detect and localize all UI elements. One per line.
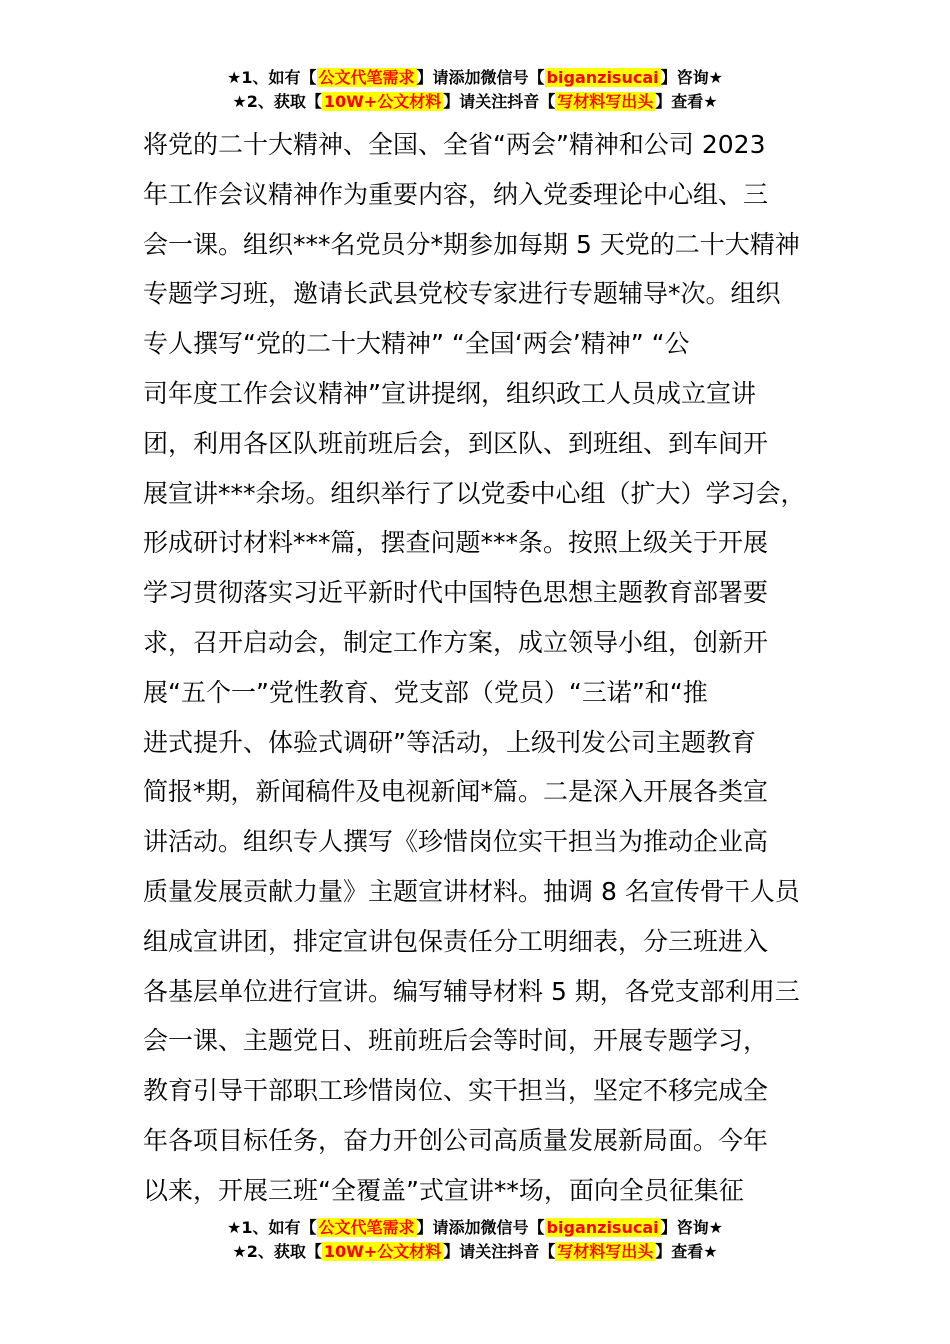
banner-highlight: 10W+公文材料 bbox=[323, 1242, 442, 1261]
banner-line-2 bbox=[0, 90, 950, 114]
banner-text: 】查看★ bbox=[655, 92, 718, 111]
body-line: 将党的二十大精神、全国、全省“两会”精神和公司 2023 bbox=[143, 130, 766, 159]
body-line: 年工作会议精神作为重要内容，纳入党委理论中心组、三 bbox=[143, 179, 769, 209]
body-line: 年各项目标任务，奋力开创公司高质量发展新局面。今年 bbox=[143, 1125, 769, 1155]
banner-highlight: 公文代笔需求 bbox=[318, 68, 415, 87]
body-line: 团，利用各区队班前班后会，到区队、到班组、到车间开 bbox=[143, 428, 769, 458]
banner-line-1 bbox=[0, 66, 950, 90]
body-line: 会一课、主题党日、班前班后会等时间，开展专题学习， bbox=[143, 1026, 769, 1056]
body-line: 司年度工作会议精神”宣讲提纲，组织政工人员成立宣讲 bbox=[143, 378, 756, 408]
banner-highlight: 公文代笔需求 bbox=[318, 1218, 415, 1237]
document-body bbox=[143, 120, 808, 1216]
body-line: 教育引导干部职工珍惜岗位、实干担当，坚定不移完成全 bbox=[143, 1076, 769, 1106]
banner-text: 】请关注抖音【 bbox=[443, 92, 556, 111]
banner-text: ★2、获取【 bbox=[232, 1242, 322, 1261]
banner-text: ★2、获取【 bbox=[232, 92, 322, 111]
banner-text: 】查看★ bbox=[655, 1242, 718, 1261]
body-line: 质量发展贡献力量》主题宣讲材料。抽调 8 名宣传骨干人员 bbox=[143, 876, 800, 906]
banner-highlight: 10W+公文材料 bbox=[323, 92, 442, 111]
banner-text: ★1、如有【 bbox=[227, 68, 317, 87]
douyin-account-highlight: 写材料写出头 bbox=[557, 1242, 654, 1261]
body-line: 讲活动。组织专人撰写《珍惜岗位实干担当为推动企业高 bbox=[143, 827, 769, 857]
body-line: 学习贯彻落实习近平新时代中国特色思想主题教育部署要 bbox=[143, 578, 769, 608]
footer-banner bbox=[0, 1216, 950, 1264]
banner-text: 】请添加微信号【 bbox=[416, 1218, 545, 1237]
header-banner bbox=[0, 66, 950, 114]
body-line: 展“五个一”党性教育、党支部（党员）“三诺”和“推 bbox=[143, 677, 708, 707]
banner-text: 】请关注抖音【 bbox=[443, 1242, 556, 1261]
body-line: 专题学习班，邀请长武县党校专家进行专题辅导*次。组织 bbox=[143, 279, 781, 309]
wechat-id-highlight: biganzisucai bbox=[546, 68, 659, 87]
body-line: 专人撰写“党的二十大精神” “全国‘两会’精神” “公 bbox=[143, 329, 690, 359]
body-line: 展宣讲***余场。组织举行了以党委中心组（扩大）学习会， bbox=[143, 478, 806, 508]
body-line: 进式提升、体验式调研”等活动，上级刊发公司主题教育 bbox=[143, 727, 756, 757]
banner-text: 】咨询★ bbox=[660, 68, 723, 87]
banner-text: 】咨询★ bbox=[660, 1218, 723, 1237]
banner-text: 】请添加微信号【 bbox=[416, 68, 545, 87]
body-line: 求，召开启动会，制定工作方案，成立领导小组，创新开 bbox=[143, 627, 769, 657]
body-line: 各基层单位进行宣讲。编写辅导材料 5 期，各党支部利用三 bbox=[143, 976, 800, 1006]
body-line: 形成研讨材料***篇，摆查问题***条。按照上级关于开展 bbox=[143, 528, 769, 558]
banner-line-1 bbox=[0, 1216, 950, 1240]
wechat-id-highlight: biganzisucai bbox=[546, 1218, 659, 1237]
body-line: 会一课。组织***名党员分*期参加每期 5 天党的二十大精神 bbox=[143, 229, 800, 259]
banner-line-2 bbox=[0, 1240, 950, 1264]
banner-text: ★1、如有【 bbox=[227, 1218, 317, 1237]
body-line: 以来，开展三班“全覆盖”式宣讲**场，面向全员征集征 bbox=[143, 1175, 744, 1205]
body-line: 组成宣讲团，排定宣讲包保责任分工明细表，分三班进入 bbox=[143, 926, 769, 956]
body-line: 简报*期，新闻稿件及电视新闻*篇。二是深入开展各类宣 bbox=[143, 777, 769, 807]
douyin-account-highlight: 写材料写出头 bbox=[557, 92, 654, 111]
